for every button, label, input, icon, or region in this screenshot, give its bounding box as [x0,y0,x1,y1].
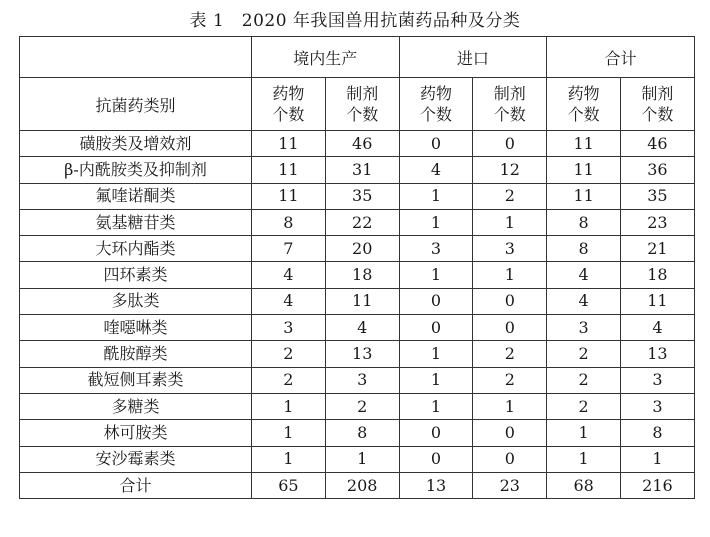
value-cell: 1 [399,183,473,209]
value-cell: 4 [547,262,621,288]
value-cell: 1 [252,446,326,472]
value-cell: 3 [325,367,399,393]
value-cell: 11 [547,183,621,209]
value-cell: 1 [399,209,473,235]
value-cell: 21 [621,236,695,262]
sub-header-line: 药物 [272,84,305,103]
category-name-cell: 安沙霉素类 [20,446,252,472]
value-cell: 0 [473,315,547,341]
value-cell: 2 [252,367,326,393]
group-header-total: 合计 [547,37,695,78]
table-row [20,446,695,472]
value-cell: 1 [473,262,547,288]
category-name-cell: 喹噁啉类 [20,315,252,341]
sub-header-drug-count [547,78,621,131]
value-cell: 18 [621,262,695,288]
value-cell: 11 [252,183,326,209]
value-cell: 2 [547,367,621,393]
value-cell: 4 [621,315,695,341]
value-cell: 65 [252,472,326,498]
sub-header-line: 个数 [641,105,674,124]
value-cell: 13 [399,472,473,498]
value-cell: 3 [621,367,695,393]
table-row [20,157,695,183]
value-cell: 20 [325,236,399,262]
value-cell: 3 [399,236,473,262]
value-cell: 3 [547,315,621,341]
value-cell: 68 [547,472,621,498]
category-header: 抗菌药类别 [20,78,252,131]
sub-header-row [20,78,695,131]
category-name-cell: 氟喹诺酮类 [20,183,252,209]
value-cell: 4 [325,315,399,341]
value-cell: 1 [399,341,473,367]
table-caption: 表 1 2020 年我国兽用抗菌药品种及分类 [189,11,521,31]
category-name-cell: 四环素类 [20,262,252,288]
value-cell: 3 [473,236,547,262]
sub-header-line: 制剂 [346,84,379,103]
category-name-cell: 合计 [20,472,252,498]
table-row [20,183,695,209]
value-cell: 11 [547,131,621,157]
sub-header-line: 个数 [346,105,379,124]
value-cell: 7 [252,236,326,262]
category-name-cell: 林可胺类 [20,420,252,446]
value-cell: 18 [325,262,399,288]
antibacterial-drug-table [19,36,695,499]
value-cell: 13 [325,341,399,367]
table-row [20,393,695,419]
category-name-cell: 磺胺类及增效剂 [20,131,252,157]
table-row [20,236,695,262]
value-cell: 8 [547,209,621,235]
value-cell: 0 [399,420,473,446]
value-cell: 35 [325,183,399,209]
category-name-cell: 氨基糖苷类 [20,209,252,235]
value-cell: 1 [621,446,695,472]
value-cell: 1 [473,393,547,419]
value-cell: 1 [325,446,399,472]
category-name-cell: 截短侧耳素类 [20,367,252,393]
sub-header-line: 制剂 [641,84,674,103]
value-cell: 0 [399,131,473,157]
sub-header-line: 个数 [420,105,453,124]
category-name-cell: 多肽类 [20,288,252,314]
value-cell: 23 [621,209,695,235]
value-cell: 8 [325,420,399,446]
value-cell: 23 [473,472,547,498]
value-cell: 4 [399,157,473,183]
value-cell: 1 [547,420,621,446]
value-cell: 11 [252,157,326,183]
value-cell: 46 [325,131,399,157]
value-cell: 3 [621,393,695,419]
group-header-row [20,37,695,78]
empty-corner-cell [20,37,252,78]
value-cell: 4 [547,288,621,314]
value-cell: 1 [399,262,473,288]
sub-header-line: 制剂 [493,84,526,103]
value-cell: 1 [473,209,547,235]
table-row [20,262,695,288]
value-cell: 11 [252,131,326,157]
value-cell: 3 [252,315,326,341]
value-cell: 2 [547,341,621,367]
category-name-cell: β-内酰胺类及抑制剂 [20,157,252,183]
value-cell: 2 [473,367,547,393]
value-cell: 8 [252,209,326,235]
value-cell: 0 [473,446,547,472]
category-name-cell: 多糖类 [20,393,252,419]
table-row [20,341,695,367]
value-cell: 31 [325,157,399,183]
table-row [20,288,695,314]
sub-header-line: 个数 [272,105,305,124]
category-name-cell: 大环内酯类 [20,236,252,262]
sub-header-drug-count [252,78,326,131]
value-cell: 0 [399,315,473,341]
value-cell: 46 [621,131,695,157]
value-cell: 8 [621,420,695,446]
sub-header-prep-count [621,78,695,131]
total-row [20,472,695,498]
value-cell: 208 [325,472,399,498]
sub-header-line: 个数 [567,105,600,124]
sub-header-drug-count [399,78,473,131]
value-cell: 35 [621,183,695,209]
value-cell: 8 [547,236,621,262]
value-cell: 1 [252,420,326,446]
value-cell: 2 [547,393,621,419]
value-cell: 13 [621,341,695,367]
category-name-cell: 酰胺醇类 [20,341,252,367]
value-cell: 11 [325,288,399,314]
value-cell: 4 [252,288,326,314]
value-cell: 22 [325,209,399,235]
value-cell: 4 [252,262,326,288]
group-header-import: 进口 [399,37,547,78]
table-row [20,315,695,341]
value-cell: 1 [399,367,473,393]
value-cell: 11 [621,288,695,314]
value-cell: 1 [252,393,326,419]
value-cell: 11 [547,157,621,183]
value-cell: 0 [473,131,547,157]
value-cell: 216 [621,472,695,498]
value-cell: 1 [547,446,621,472]
value-cell: 0 [399,288,473,314]
value-cell: 2 [325,393,399,419]
value-cell: 0 [473,288,547,314]
value-cell: 2 [473,183,547,209]
table-row [20,131,695,157]
sub-header-line: 个数 [493,105,526,124]
table-row [20,209,695,235]
sub-header-prep-count [325,78,399,131]
value-cell: 36 [621,157,695,183]
sub-header-prep-count [473,78,547,131]
group-header-domestic: 境内生产 [252,37,400,78]
value-cell: 0 [399,446,473,472]
sub-header-line: 药物 [567,84,600,103]
value-cell: 2 [473,341,547,367]
table-row [20,367,695,393]
table-row [20,420,695,446]
value-cell: 12 [473,157,547,183]
value-cell: 0 [473,420,547,446]
sub-header-line: 药物 [420,84,453,103]
value-cell: 2 [252,341,326,367]
value-cell: 1 [399,393,473,419]
